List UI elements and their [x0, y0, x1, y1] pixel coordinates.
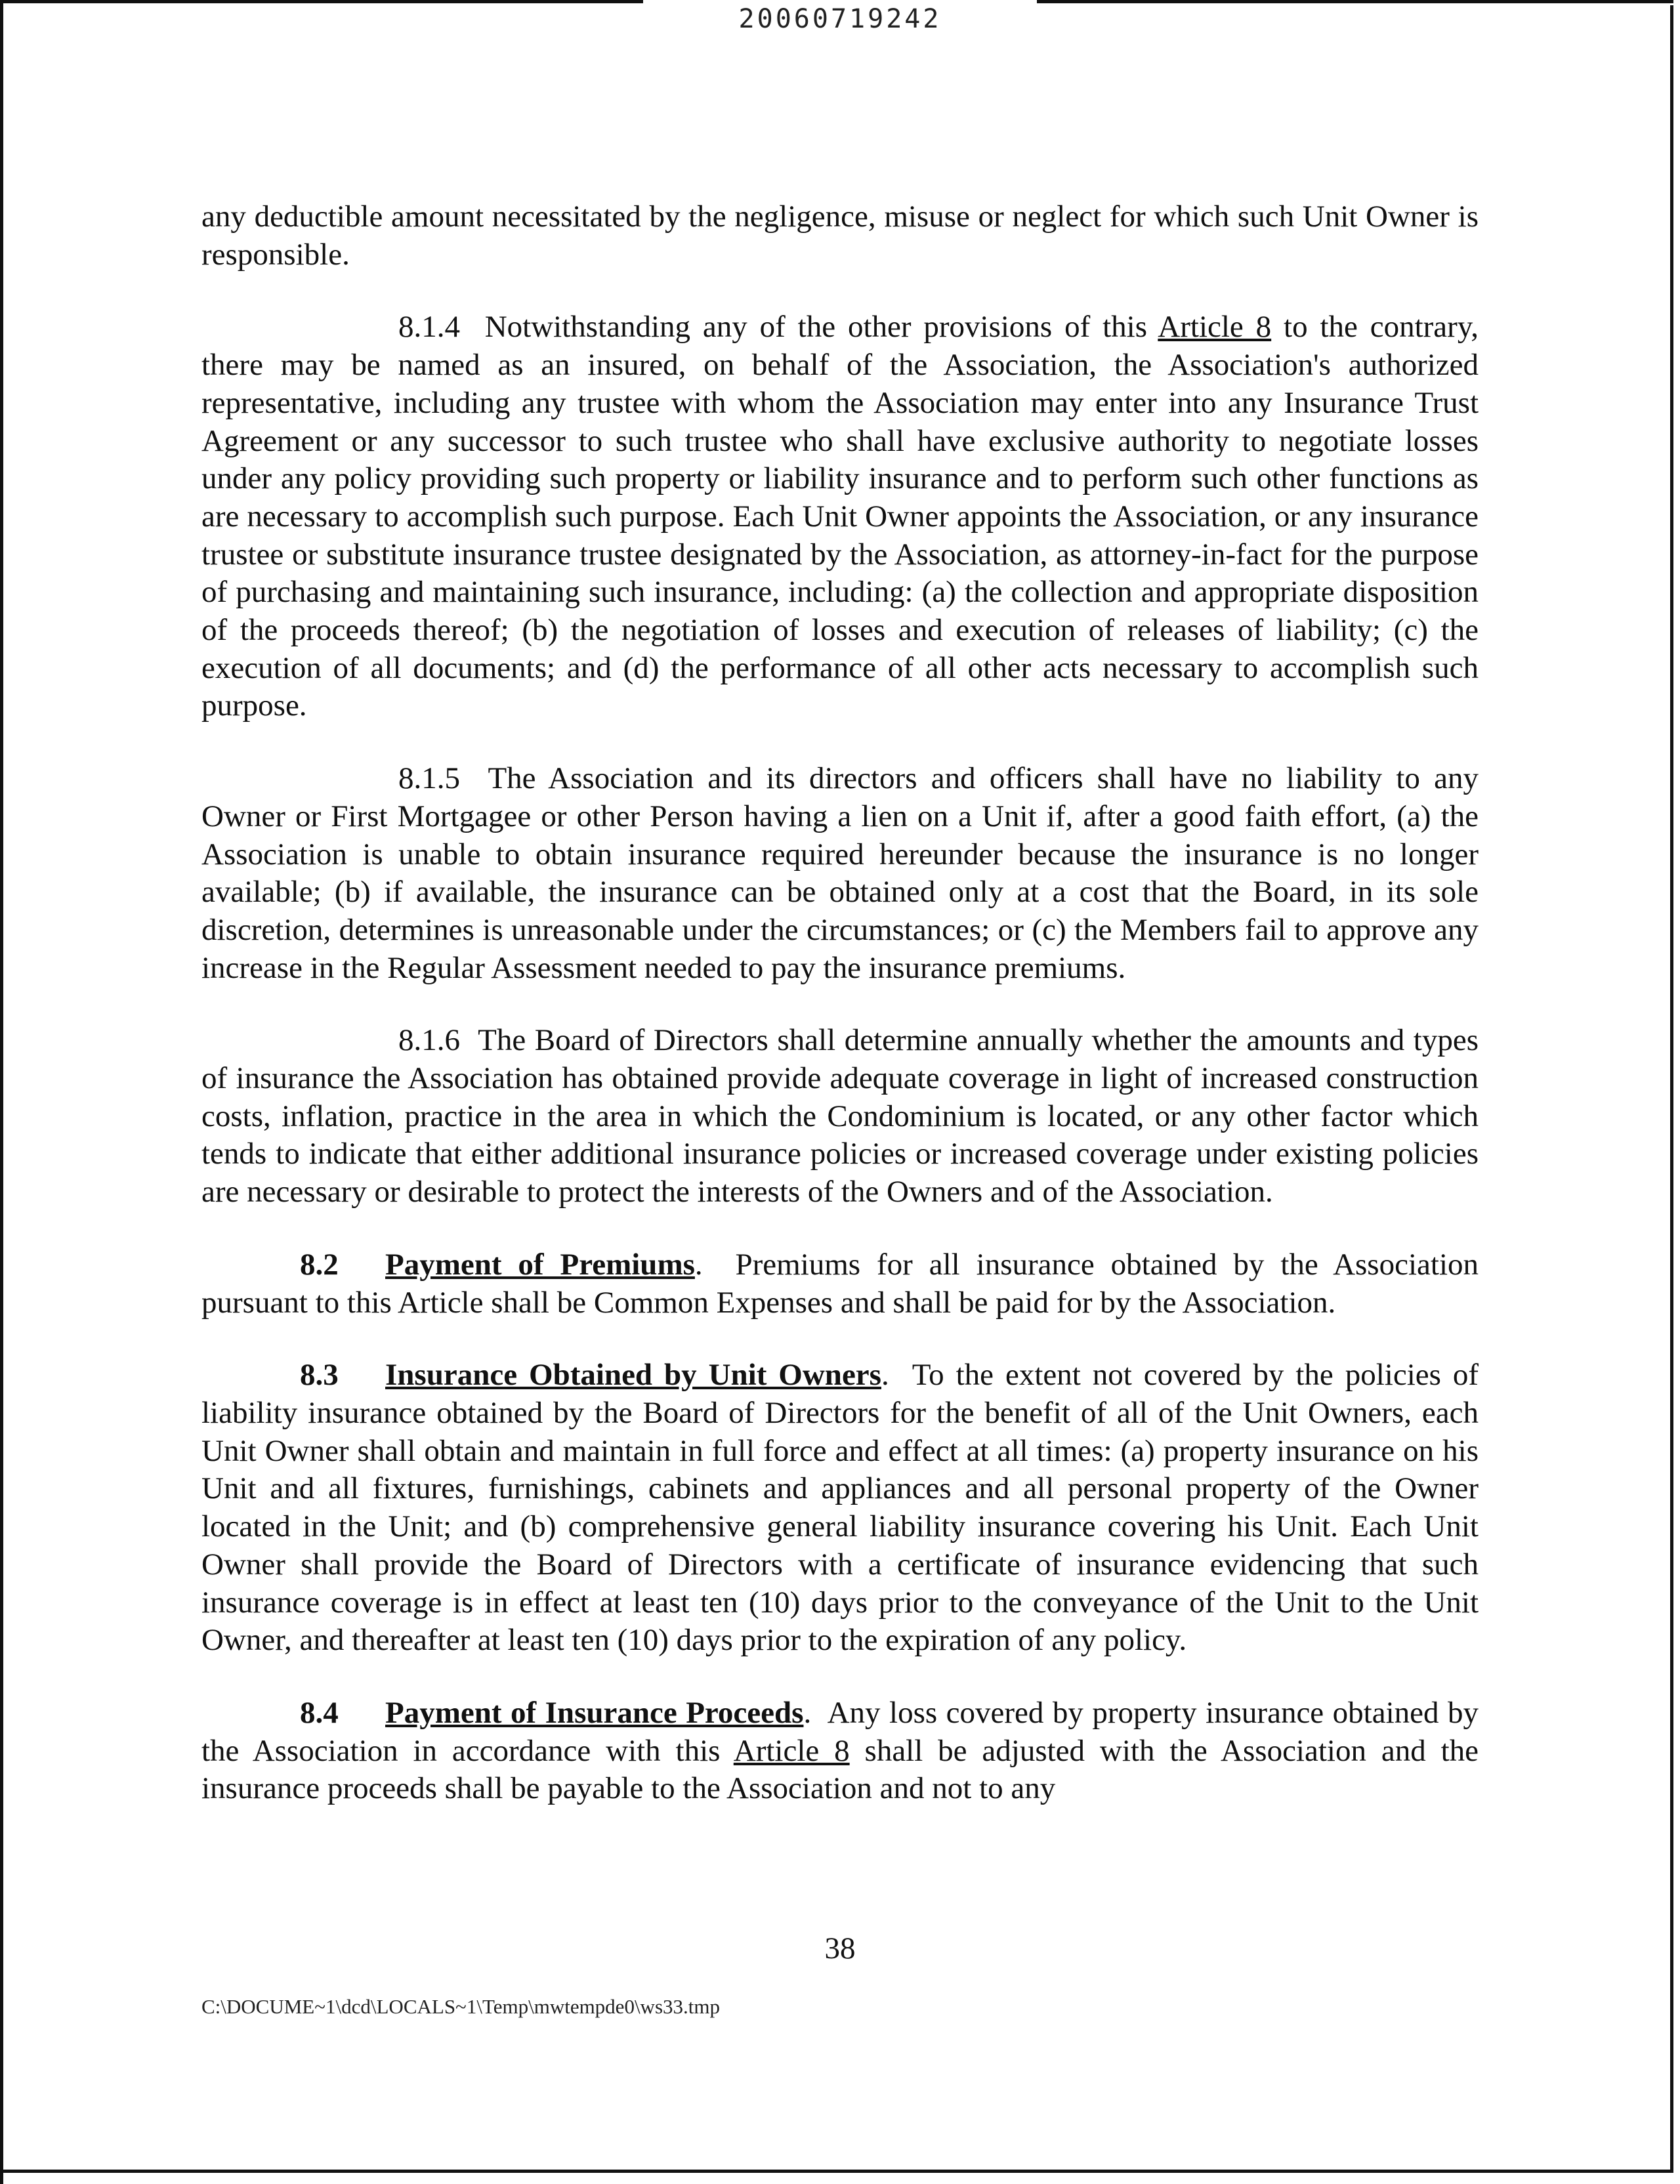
article-8-reference: Article 8	[1158, 310, 1272, 345]
document-number: 20060719242	[738, 4, 942, 34]
scan-border-right	[1670, 5, 1673, 2171]
paragraph-8-2-text: Premiums for all insurance obtained by the Association pursuant to this Article shall be Common Expenses and shall be paid for by the Association.	[201, 1247, 1479, 1320]
paragraph-8-1-4-text-pre: Notwithstanding any of the other provisions of this	[484, 310, 1148, 345]
paragraph-8-4: 8.4 Payment of Insurance Proceeds. Any loss covered by property insurance obtained by the Association in accordance with this Article 8 shall be adjusted with the Association and the insurance proceeds shall be payable to the Association and not to any	[201, 1695, 1479, 1806]
paragraph-8-4-text-pre: Any loss covered by property insurance obtained by the Association in accordance with this	[201, 1695, 1479, 1768]
file-path-footer: C:\DOCUME~1\dcd\LOCALS~1\Temp\mwtempde0\ws33.tmp	[201, 1995, 720, 2018]
intro-paragraph	[201, 198, 1479, 274]
section-title-8-2: Payment of Premiums	[385, 1247, 695, 1282]
paragraph-8-1-4	[201, 308, 1479, 725]
top-rule-right	[1037, 0, 1673, 3]
paragraph-8-1-5-text: The Association and its directors and officers shall have no liability to any Owner or First Mortgagee or other Person having a lien on a Unit if, after a good faith effort, (a) the Association is unable to obtain insurance required hereunder because the insurance is no longer available; (b) if available, the insurance can be obtained only at a cost that the Board, in its sole discretion, determines is unreasonable under the circumstances; or (c) the Members fail to approve any increase in the Regular Assessment needed to pay the insurance premiums.	[201, 761, 1479, 985]
paragraph-8-3-text: To the extent not covered by the policies of liability insurance obtained by the Board of Directors for the benefit of all of the Unit Owners, each Unit Owner shall obtain and maintain in full force and effect at all times: (a) property insurance on his Unit and all fixtures, furnishings, cabinets and appliances and all personal property of the Owner located in the Unit; and (b) comprehensive general liability insurance covering his Unit. Each Unit Owner shall provide the Board of Directors with a certificate of insurance evidencing that such insurance coverage is in effect at least ten (10) days prior to the conveyance of the Unit to the Unit Owner, and thereafter at least ten (10) days prior to the expiration of any policy.	[201, 1358, 1479, 1658]
paragraph-8-3: 8.3 Insurance Obtained by Unit Owners. To the extent not covered by the policies of liability insurance obtained by the Board of Directors for the benefit of all of the Unit Owners, each Unit Owner shall obtain and maintain in full force and effect at all times: (a) property insurance on his Unit and all fixtures, furnishings, cabinets and appliances and all personal property of the Owner located in the Unit; and (b) comprehensive general liability insurance covering his Unit. Each Unit Owner shall provide the Board of Directors with a certificate of insurance evidencing that such insurance coverage is in effect at least ten (10) days prior to the conveyance of the Unit to the Unit Owner, and thereafter at least ten (10) days prior to the expiration of any policy.	[201, 1358, 1479, 1658]
paragraph-8-1-5	[201, 760, 1479, 987]
section-title-8-4: Payment of Insurance Proceeds	[385, 1695, 804, 1730]
article-8-reference: Article 8	[733, 1733, 850, 1768]
section-title-8-3: Insurance Obtained by Unit Owners	[385, 1358, 881, 1393]
body-text	[201, 198, 1479, 1808]
top-rule-left	[3, 0, 643, 3]
page-number: 38	[824, 1931, 856, 1965]
section-number-8-2: 8.2	[300, 1247, 339, 1282]
paragraph-8-4-text-post: shall be adjusted with the Association and the insurance proceeds shall be payable to the Association and not to any	[201, 1733, 1479, 1806]
paragraph-8-1-6	[201, 1022, 1479, 1211]
section-number-8-4: 8.4	[300, 1695, 339, 1730]
section-number-8-3: 8.3	[300, 1358, 339, 1393]
paragraph-8-1-4-text-post: to the contrary, there may be named as an insured, on behalf of the Association, the Association's authorized representative, including any trustee with whom the Association may enter into any Insurance Trust Agreement or any successor to such trustee who shall have exclusive authority to negotiate losses under any policy providing such property or liability insurance and to perform such other functions as are necessary to accomplish such purpose. Each Unit Owner appoints the Association, or any insurance trustee or substitute insurance trustee designated by the Association, as attorney-in-fact for the purpose of purchasing and maintaining such insurance, including: (a) the collection and appropriate disposition of the proceeds thereof; (b) the negotiation of losses and execution of releases of liability; (c) the execution of all documents; and (d) the performance of all other acts necessary to accomplish such purpose.	[201, 310, 1479, 723]
scan-border-bottom	[0, 2170, 1673, 2173]
intro-text: any deductible amount necessitated by the negligence, misuse or neglect for which such Unit Owner is responsible.	[201, 200, 1479, 272]
section-number-8-1-5: 8.1.5	[398, 761, 460, 796]
paragraph-8-1-6-text: The Board of Directors shall determine annually whether the amounts and types of insurance the Association has obtained provide adequate coverage in light of increased construction costs, inflation, practice in the area in which the Condominium is located, or any other factor which tends to indicate that either additional insurance policies or increased coverage under existing policies are necessary or desirable to protect the interests of the Owners and of the Association.	[201, 1023, 1479, 1209]
scan-border-left	[0, 0, 3, 2184]
section-number-8-1-6: 8.1.6	[398, 1023, 460, 1058]
section-number-8-1-4: 8.1.4	[398, 310, 460, 345]
paragraph-8-2: 8.2 Payment of Premiums. Premiums for all insurance obtained by the Association pursuant to this Article shall be Common Expenses and shall be paid for by the Association.	[201, 1247, 1479, 1320]
